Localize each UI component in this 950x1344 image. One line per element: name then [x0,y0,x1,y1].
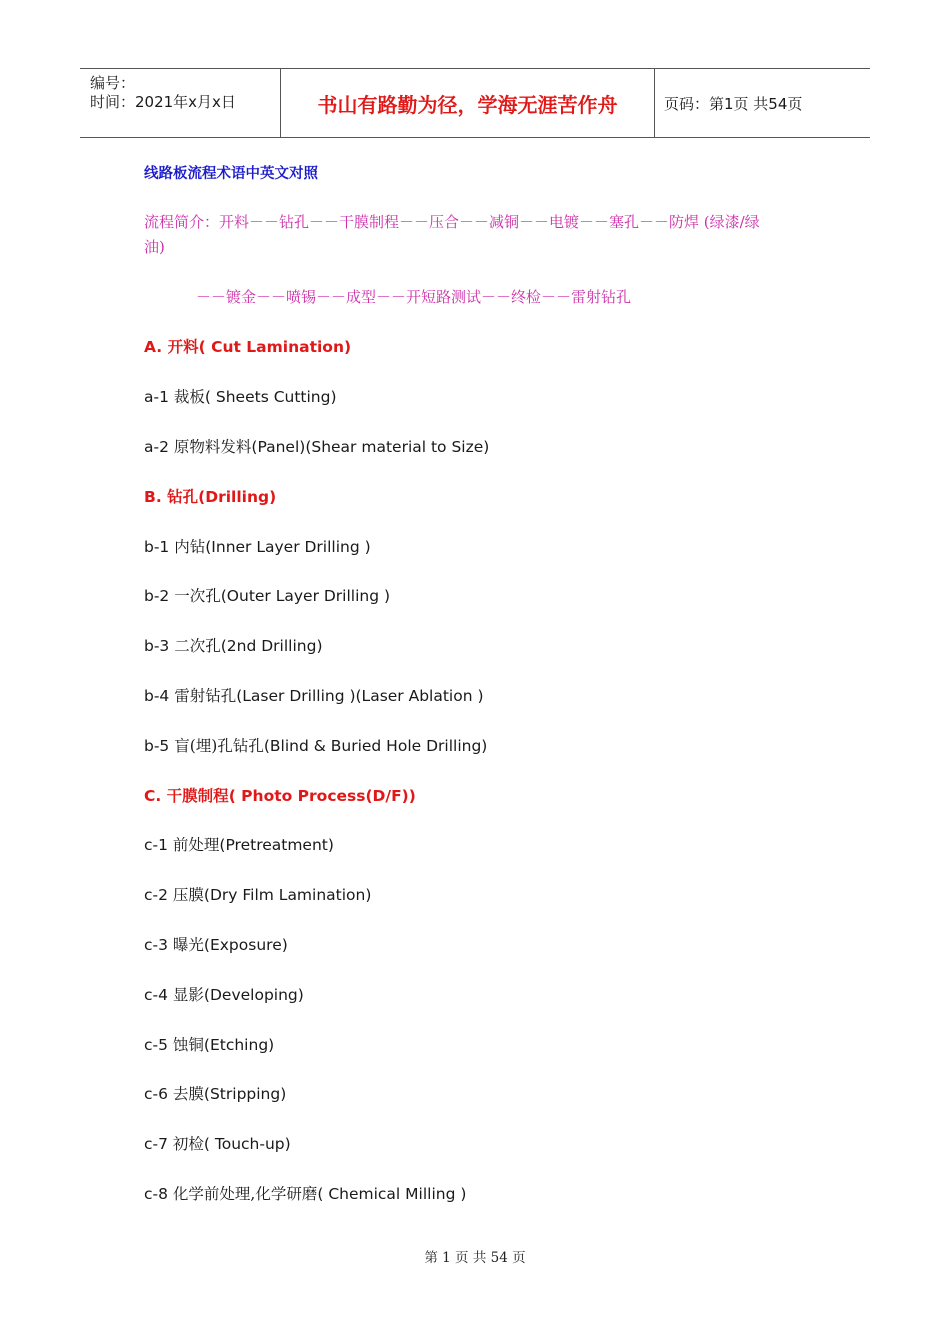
document-title: 线路板流程术语中英文对照 [144,165,318,182]
header-motto-cell [281,69,655,137]
list-item: c-2 压膜(Dry Film Lamination) [144,886,372,904]
header-page-cell [655,69,870,137]
list-item: c-7 初检( Touch-up) [144,1135,291,1153]
list-item: c-5 蚀铜(Etching) [144,1036,275,1054]
page-header [80,68,870,138]
list-item: b-1 内钻(Inner Layer Drilling ) [144,538,371,556]
page-footer: 第 1 页 共 54 页 [424,1250,526,1266]
date-label: 时间：2021年x月x日 [90,93,236,111]
section-heading-b: B. 钻孔(Drilling) [144,487,277,506]
list-item: c-1 前处理(Pretreatment) [144,836,334,854]
list-item: c-4 显影(Developing) [144,986,304,1004]
flow-intro-line-1: 流程简介：开料－－钻孔－－干膜制程－－压合－－减铜－－电镀－－塞孔－－防焊 (绿漆/绿 [144,213,760,231]
number-label: 编号： [90,74,136,92]
motto: 书山有路勤为径，学海无涯苦作舟 [317,92,618,117]
list-item: b-2 一次孔(Outer Layer Drilling ) [144,587,391,605]
list-item: b-3 二次孔(2nd Drilling) [144,637,323,655]
list-item: a-1 裁板( Sheets Cutting) [144,388,337,406]
section-heading-a: A. 开料( Cut Lamination) [144,337,352,356]
list-item: c-3 曝光(Exposure) [144,936,288,954]
list-item: b-4 雷射钻孔(Laser Drilling )(Laser Ablation ) [144,687,484,705]
page-info: 页码：第1页 共54页 [664,94,803,113]
list-item: c-8 化学前处理,化学研磨( Chemical Milling ) [144,1185,467,1203]
list-item: b-5 盲(埋)孔钻孔(Blind & Buried Hole Drilling) [144,737,488,755]
list-item: c-6 去膜(Stripping) [144,1085,287,1103]
section-heading-c: C. 干膜制程( Photo Process(D/F)) [144,786,416,805]
header-meta-cell [80,69,281,137]
flow-intro-line-3: －－镀金－－喷锡－－成型－－开短路测试－－终检－－雷射钻孔 [196,288,632,306]
list-item: a-2 原物料发料(Panel)(Shear material to Size) [144,438,490,456]
flow-intro-line-2: 油) [144,238,165,256]
